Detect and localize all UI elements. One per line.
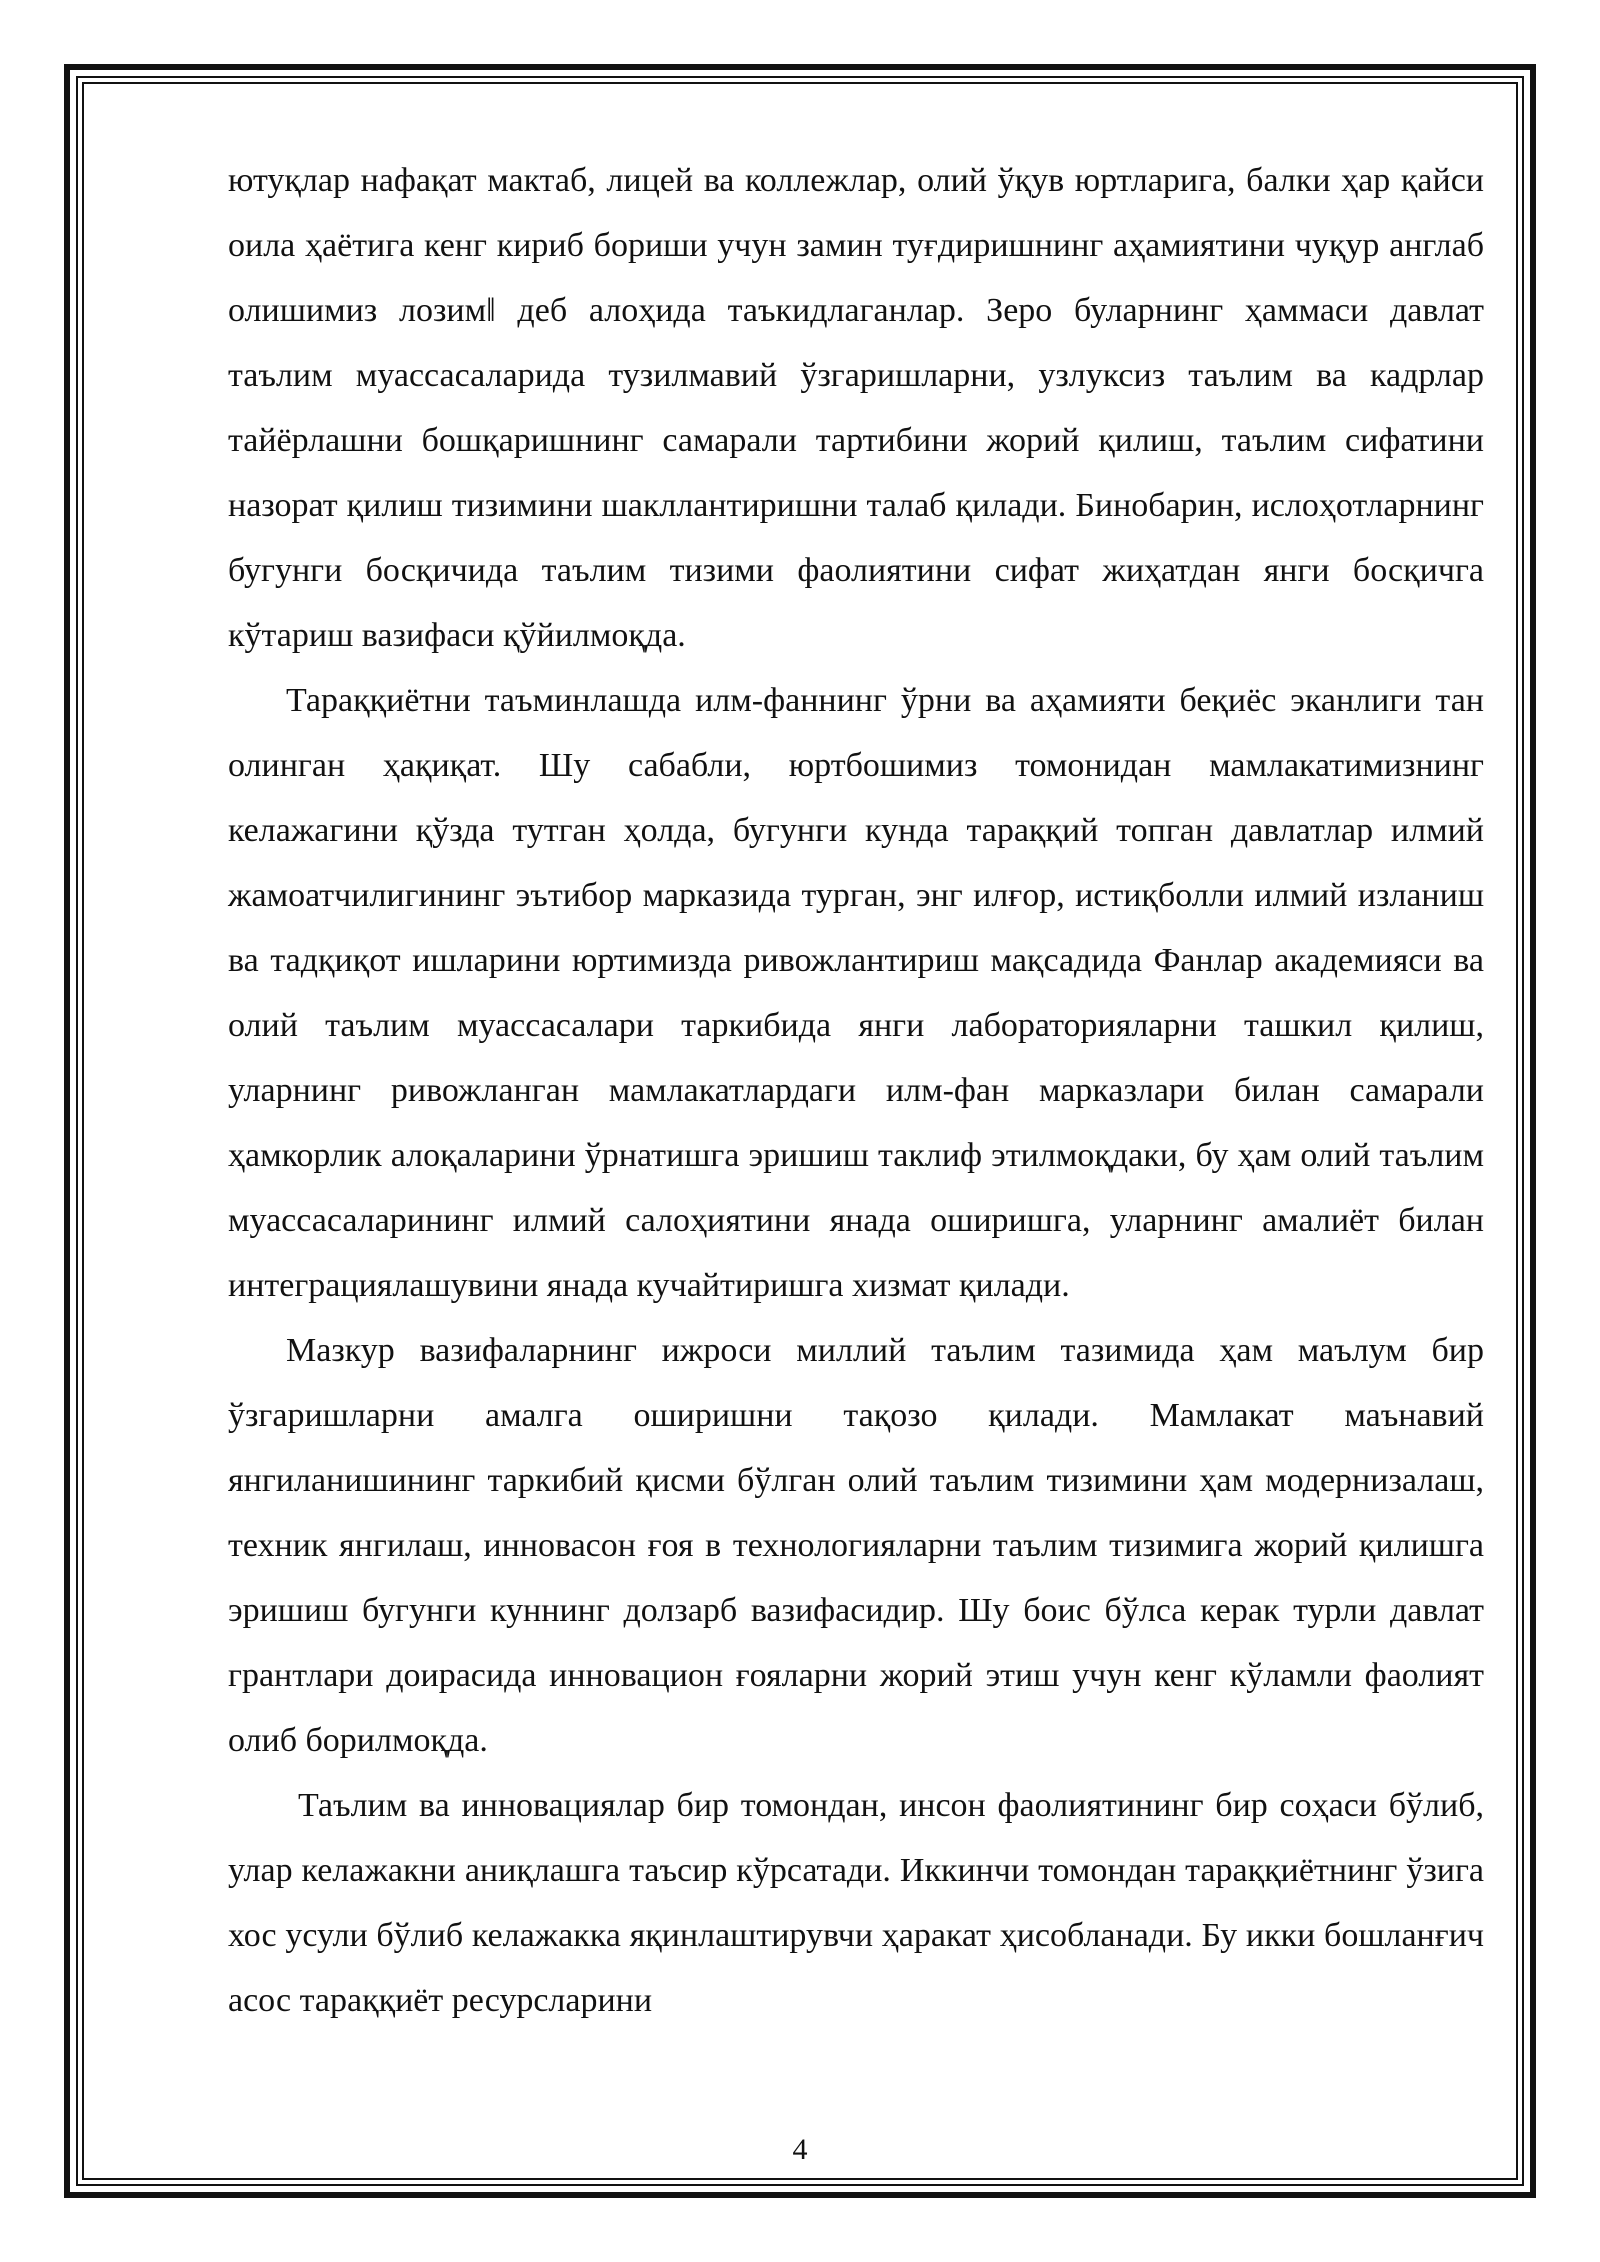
paragraph-science-role: Тараққиётни таъминлашда илм-фаннинг ўрни ва аҳамияти беқиёс эканлиги тан олинган ҳақиқат. Шу сабабли, юртбошимиз томонидан мамлакатимизнинг келажагини қўзда тутган ҳолда, бугунги кунда тараққий топган давлатлар илмий жамоатчилигининг эътибор марказида турган, энг илғор, истиқболли илмий изланиш ва тадқиқот ишларини юртимизда ривожлантириш мақсадида Фанлар академияси ва олий таълим муассасалари таркибида янги лабораторияларни ташкил қилиш, уларнинг ривожланган мамлакатлардаги илм-фан марказлари билан самарали ҳамкорлик алоқаларини ўрнатишга эришиш таклиф этилмоқдаки, бу ҳам олий таълим муассасаларининг илмий салоҳиятини янада оширишга, уларнинг амалиёт билан интеграциялашувини янада кучайтиришга хизмат қилади.	[228, 682, 1484, 1304]
paragraph-continuation: ютуқлар нафақат мактаб, лицей ва коллежлар, олий ўқув юртларига, балки ҳар қайси оила ҳаётига кенг кириб бориши учун замин туғдиришнинг аҳамиятини чуқур англаб олишимиз лозим‖ деб алоҳида таъкидлаганлар. Зеро буларнинг ҳаммаси давлат таълим муассасаларида тузилмавий ўзгаришларни, узлуксиз таълим ва кадрлар тайёрлашни бошқаришнинг самарали тартибини жорий қилиш, таълим сифатини назорат қилиш тизимини шакллантиришни талаб қилади. Бинобарин, ислоҳотларнинг бугунги босқичида таълим тизими фаолиятини сифат жиҳатдан янги босқичга кўтариш вазифаси қўйилмоқда.	[228, 162, 1484, 654]
paragraph-national-education: Мазкур вазифаларнинг ижроси миллий таълим тазимида ҳам маълум бир ўзгаришларни амалга оширишни тақозо қилади. Мамлакат маънавий янгиланишининг таркибий қисми бўлган олий таълим тизимини ҳам модернизалаш, техник янгилаш, инноваcон ғоя в технологияларни таълим тизимига жорий қилишга эришиш бугунги куннинг долзарб вазифасидир. Шу боис бўлса керак турли давлат грантлари доирасида инновацион ғояларни жорий этиш учун кенг кўламли фаолият олиб борилмоқда.	[228, 1332, 1484, 1759]
body-text	[228, 148, 1484, 2033]
page-number: 4	[792, 2133, 808, 2166]
paragraph-education-innovation: Таълим ва инновациялар бир томондан, инсон фаолиятининг бир соҳаси бўлиб, улар келажакни аниқлашга таъсир кўрсатади. Иккинчи томондан тараққиётнинг ўзига хос усули бўлиб келажакка яқинлаштирувчи ҳаракат ҳисобланади. Бу икки бошланғич асос тараққиёт ресурсларини	[228, 1787, 1484, 2019]
